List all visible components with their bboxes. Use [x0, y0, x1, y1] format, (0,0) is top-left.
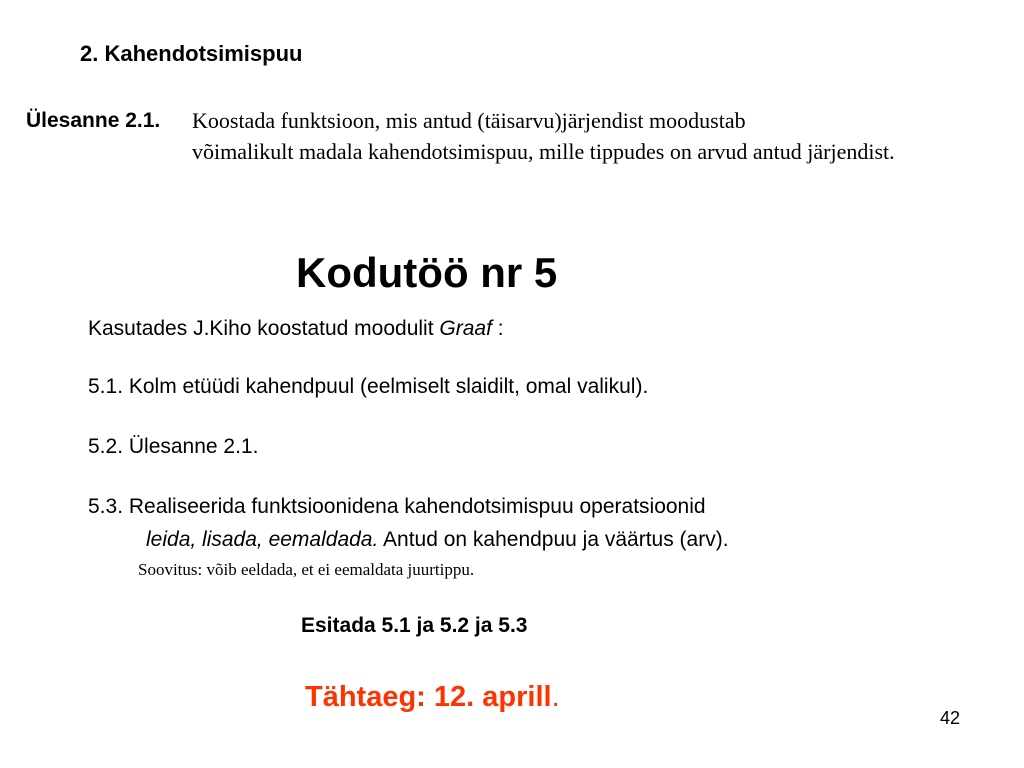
task-label: Ülesanne 2.1. — [26, 109, 161, 132]
homework-item-5-3: 5.3. Realiseerida funktsioonidena kahendotsimispuu operatsioonid — [88, 495, 706, 518]
homework-intro — [88, 317, 504, 341]
intro-text: Kasutades J.Kiho koostatud moodulit — [88, 317, 440, 340]
task-description-line-2: võimalikult madala kahendotsimispuu, mille tippudes on arvud antud järjendist. — [192, 139, 895, 164]
module-name: Graaf — [439, 317, 492, 340]
deadline-text: Tähtaeg: 12. aprill — [305, 681, 552, 713]
section-heading: 2. Kahendotsimispuu — [80, 41, 303, 66]
homework-item-5-3-continuation — [146, 528, 729, 552]
deadline-period: . — [551, 681, 560, 713]
operations-list: leida, lisada, eemaldada. — [146, 528, 379, 551]
homework-item-5-2: 5.2. Ülesanne 2.1. — [88, 435, 259, 458]
homework-item-5-1: 5.1. Kolm etüüdi kahendpuul (eelmiselt slaidilt, omal valikul). — [88, 375, 649, 398]
deadline — [305, 681, 560, 714]
intro-colon: : — [491, 317, 504, 340]
operations-description: Antud on kahendpuu ja väärtus (arv). — [378, 528, 729, 551]
homework-title: Kodutöö nr 5 — [296, 249, 558, 296]
submission-instruction: Esitada 5.1 ja 5.2 ja 5.3 — [301, 614, 528, 637]
tip-note: Soovitus: võib eeldada, et ei eemaldata juurtippu. — [138, 560, 475, 579]
task-description-line-1: Koostada funktsioon, mis antud (täisarvu)järjendist moodustab — [192, 108, 746, 133]
page-number: 42 — [940, 708, 961, 728]
